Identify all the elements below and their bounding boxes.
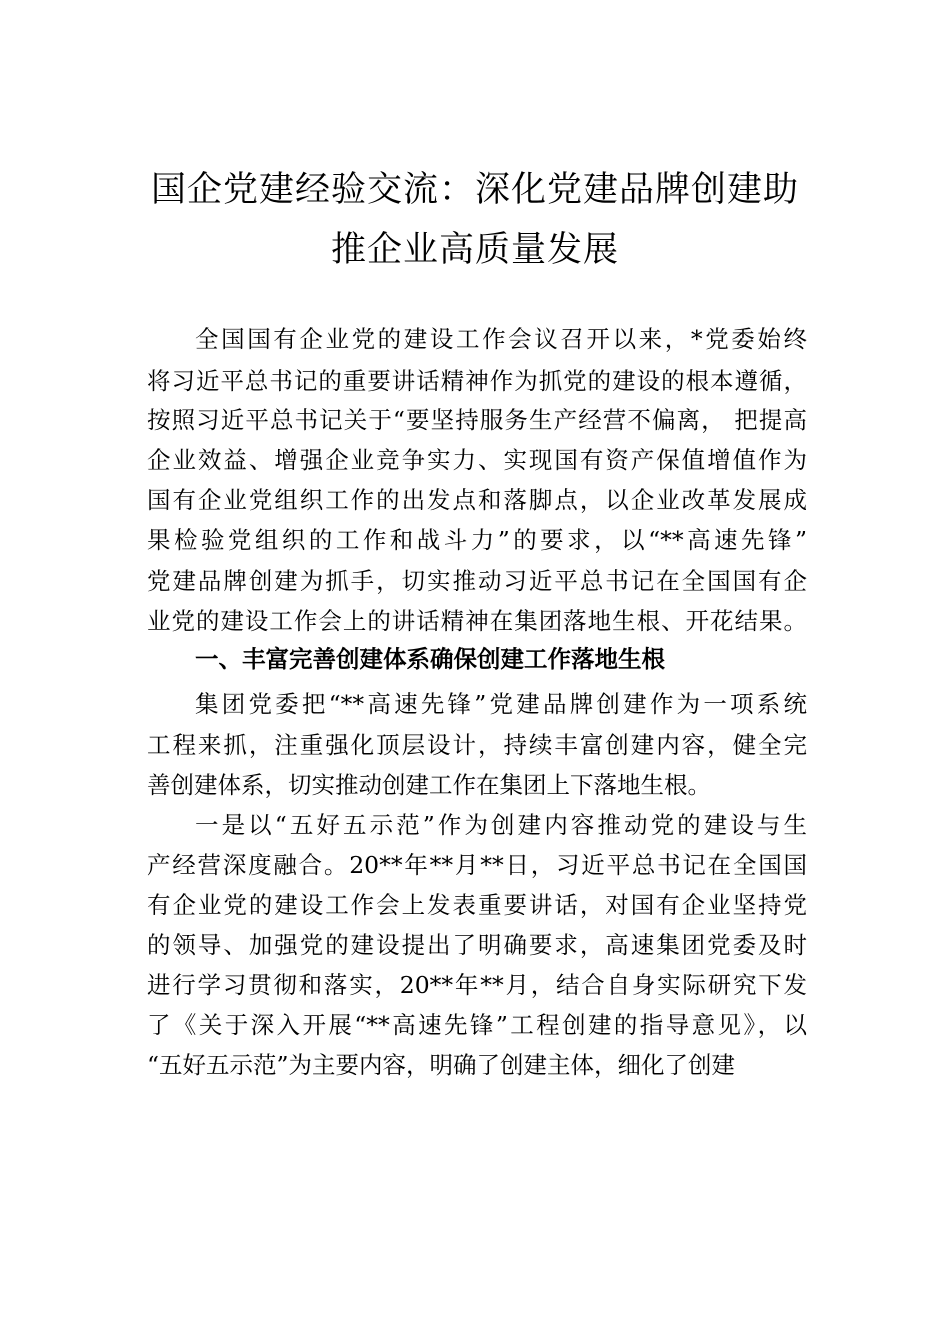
paragraph-line: 党建品牌创建为抓手，切实推动习近平总书记在全国国有企 [147,567,807,595]
paragraph-line: 企业效益、增强企业竞争实力、实现国有资产保值增值作为 [147,446,807,474]
paragraph-line: 果检验党组织的工作和战斗力”的要求，以“**高速先锋” [147,526,807,554]
paragraph-line: 将习近平总书记的重要讲话精神作为抓党的建设的根本遵循， [147,367,807,395]
paragraph-line: 集团党委把“**高速先锋”党建品牌创建作为一项系统 [195,690,807,718]
paragraph-line: 产经营深度融合。20**年**月**日，习近平总书记在全国国 [147,851,807,879]
paragraph-line: 进行学习贯彻和落实，20**年**月，结合自身实际研究下发 [147,971,807,999]
paragraph-line: 全国国有企业党的建设工作会议召开以来，*党委始终 [195,325,807,353]
title-line-1: 国企党建经验交流：深化党建品牌创建助 [150,170,799,210]
paragraph-line: 的领导、加强党的建设提出了明确要求，高速集团党委及时 [147,931,807,959]
paragraph-line: 业党的建设工作会上的讲话精神在集团落地生根、开花结果。 [147,607,807,635]
paragraph-line: “五好五示范”为主要内容，明确了创建主体，细化了创建 [147,1051,736,1079]
paragraph-line: 善创建体系，切实推动创建工作在集团上下落地生根。 [147,771,711,799]
paragraph-line: 国有企业党组织工作的出发点和落脚点，以企业改革发展成 [147,486,807,514]
paragraph-line: 工程来抓，注重强化顶层设计，持续丰富创建内容，健全完 [147,731,807,759]
paragraph-line: 了《关于深入开展“**高速先锋”工程创建的指导意见》，以 [147,1011,807,1039]
paragraph-line: 一是以“五好五示范”作为创建内容推动党的建设与生 [195,811,807,839]
section-heading: 一、丰富完善创建体系确保创建工作落地生根 [195,645,665,673]
title-line-2: 推企业高质量发展 [330,230,619,270]
paragraph-line: 有企业党的建设工作会上发表重要讲话，对国有企业坚持党 [147,891,807,919]
paragraph-line: 按照习近平总书记关于“要坚持服务生产经营不偏离， 把提高 [147,406,807,434]
